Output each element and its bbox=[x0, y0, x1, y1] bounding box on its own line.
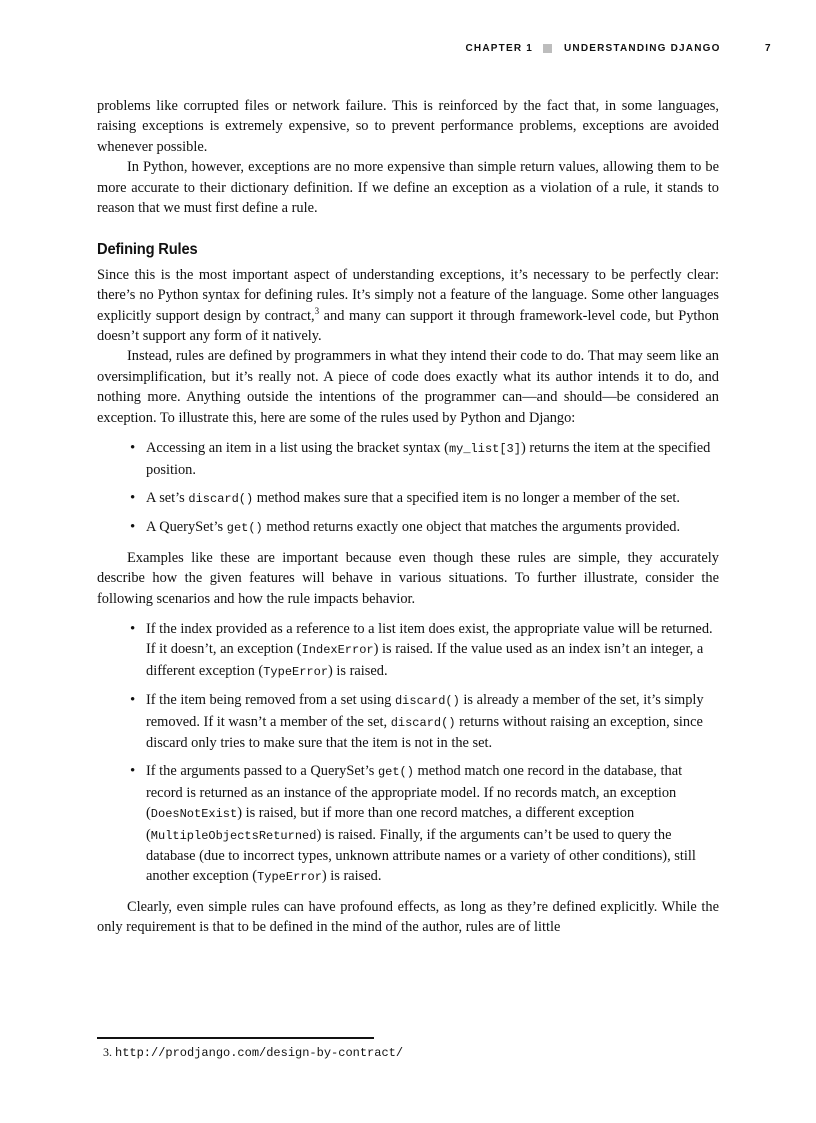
list-item: • A QuerySet’s get() method returns exactly one object that matches the arguments provided. bbox=[97, 517, 719, 538]
list-item: • If the index provided as a reference to a list item does exist, the appropriate value will be returned. If it doesn’t, an exception (IndexError) is raised. If the value used as an index isn’t an integer, a different exception (TypeError) is raised. bbox=[97, 619, 719, 682]
rules-list bbox=[97, 438, 719, 539]
section-heading: Defining Rules bbox=[97, 241, 198, 259]
chapter-label: CHAPTER 1 bbox=[465, 43, 533, 54]
chapter-title: UNDERSTANDING DJANGO bbox=[564, 43, 721, 54]
footnote bbox=[103, 1045, 403, 1060]
list-item: • A set’s discard() method makes sure that a specified item is no longer a member of the set. bbox=[97, 488, 719, 509]
header-separator-square bbox=[543, 44, 552, 53]
section-paragraph-2: Instead, rules are defined by programmers in what they intend their code to do. That may seem like an oversimplification, but it’s really not. A piece of code does exactly what its author intends it to do, and nothing more. Anything outside the intentions of the programmer can—and should—be considered an exception. To illustrate this, here are some of the rules used by Python and Django: bbox=[97, 348, 719, 426]
intro-paragraph-2: In Python, however, exceptions are no more expensive than simple return values, allowing them to be more accurate to their dictionary definition. If we define an exception as a violation of a rule, it stands to reason that we must first define a rule. bbox=[97, 159, 719, 217]
section-paragraph-1: Since this is the most important aspect of understanding exceptions, it’s necessary to be perfectly clear: there’s no Python syntax for defining rules. It’s simply not a feature of the language. Some other languages explicitly support design by contract,$^3$ and many can support it through framework-level code, but Python doesn’t support any form of it natively. bbox=[97, 266, 719, 345]
examples-paragraph: Examples like these are important because even though these rules are simple, they accurately describe how the given features will behave in various situations. To further illustrate, consider the following scenarios and how the rule impacts behavior. bbox=[97, 549, 719, 607]
closing-paragraph: Clearly, even simple rules can have profound effects, as long as they’re defined explicitly. While the only requirement is that to be defined in the mind of the author, rules are of little bbox=[97, 898, 719, 936]
footnote-ref[interactable]: 3 bbox=[314, 305, 320, 316]
list-item: • If the item being removed from a set using discard() is already a member of the set, it’s simply removed. If it wasn’t a member of the set, discard() returns without raising an exception, since discard only tries to make sure that the item is not in the set. bbox=[97, 690, 719, 753]
footnote-divider bbox=[97, 1037, 374, 1039]
list-item: • If the arguments passed to a QuerySet’s get() method match one record in the database, that record is returned as an instance of the appropriate model. If no records match, an exception (DoesNotExist) is raised, but if more than one record matches, a different exception (MultipleObjectsReturned) is raised. Finally, if the arguments can’t be used to query the database (due to incorrect types, unknown attribute names or a variety of other conditions), still another exception (TypeError) is raised. bbox=[97, 761, 719, 887]
page-number: 7 bbox=[765, 43, 771, 54]
running-header bbox=[0, 42, 816, 58]
list-item: • Accessing an item in a list using the bracket syntax (my_list[3]) returns the item at the specified position. bbox=[97, 438, 719, 480]
intro-paragraph-1: problems like corrupted files or network failure. This is reinforced by the fact that, in some languages, raising exceptions is extremely expensive, so to prevent performance problems, exceptions are avoided whenever possible. bbox=[97, 98, 719, 155]
footnote-number: 3. bbox=[103, 1045, 112, 1059]
body-text bbox=[97, 96, 719, 938]
footnote-link[interactable]: http://prodjango.com/design-by-contract/ bbox=[115, 1046, 404, 1060]
scenarios-list bbox=[97, 619, 719, 888]
